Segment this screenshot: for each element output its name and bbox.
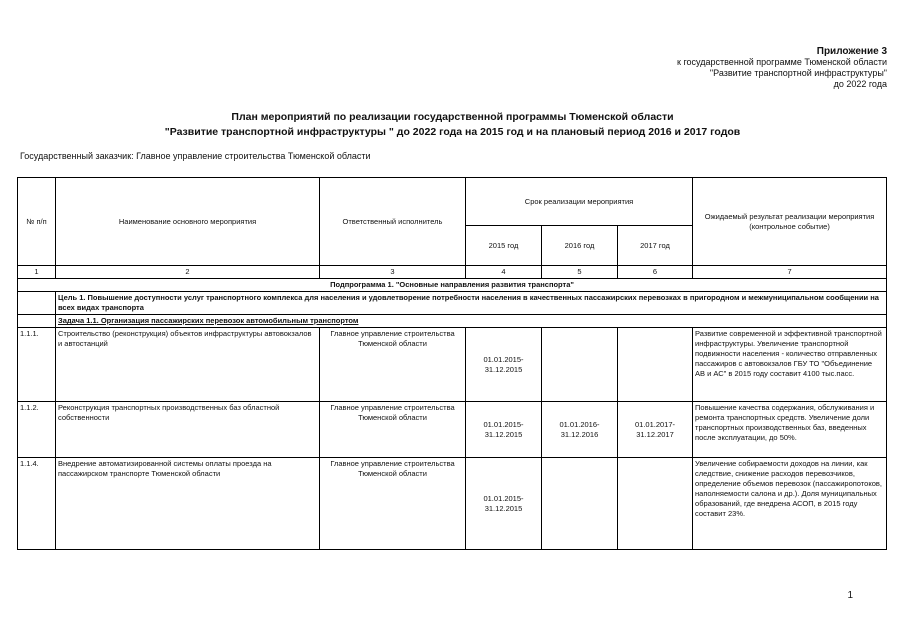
- header-executor: Ответственный исполнитель: [320, 178, 466, 266]
- plan-title-line-2: "Развитие транспортной инфраструктуры " до 2022 года на 2015 год и на плановый период 2016 и 2017 годов: [164, 126, 741, 138]
- row-result: Увеличение собираемости доходов на линии, как следствие, снижение расходов перевозчиков, определение объемов перевозок (пассажиропотоков, наполняемости салона и др.). Доля муниципальных образований, где внедрена АСОП, в 2015 году составит 23%.: [693, 458, 887, 550]
- table-row: [18, 402, 887, 458]
- row-result: Развитие современной и эффективной транспортной инфраструктуры. Увеличение транспортной подвижности населения - количество отправленных пассажиров с автовокзалов ГБУ ТО "Объединение АВ и АС" в 2015 году составит 4100 тыс.пасс.: [693, 328, 887, 402]
- row-num: 1.1.4.: [18, 458, 56, 550]
- task-num-cell: [18, 315, 56, 328]
- header-name: Наименование основного мероприятия: [56, 178, 320, 266]
- col-num-6: 6: [618, 266, 693, 279]
- appendix-title: Приложение 3: [816, 46, 887, 57]
- appendix-block: [677, 46, 887, 90]
- plan-title: [0, 110, 905, 140]
- plan-table: [17, 177, 887, 550]
- header-num: № п/п: [18, 178, 56, 266]
- header-term: Срок реализации мероприятия: [466, 178, 693, 226]
- col-num-4: 4: [466, 266, 542, 279]
- col-num-5: 5: [542, 266, 618, 279]
- header-2015: 2015 год: [466, 226, 542, 266]
- row-result: Повышение качества содержания, обслуживания и ремонта транспортных средств. Увеличение доли транспортных производственных баз, введенных после эксплуатации, до 50%.: [693, 402, 887, 458]
- row-term-2017: [618, 328, 693, 402]
- task-row: [18, 315, 887, 328]
- appendix-line-2: "Развитие транспортной инфраструктуры": [709, 68, 887, 78]
- row-term-2016: [542, 458, 618, 550]
- column-number-row: [18, 266, 887, 279]
- header-2017: 2017 год: [618, 226, 693, 266]
- appendix-line-1: к государственной программе Тюменской области: [677, 57, 887, 67]
- row-term-2015: 01.01.2015-31.12.2015: [466, 458, 542, 550]
- row-name: Реконструкция транспортных производственных баз областной собственности: [56, 402, 320, 458]
- subprogram-heading: Подпрограмма 1. "Основные направления развития транспорта": [18, 279, 887, 292]
- row-name: Строительство (реконструкция) объектов инфраструктуры автовокзалов и автостанций: [56, 328, 320, 402]
- row-executor: Главное управление строительства Тюменской области: [320, 328, 466, 402]
- col-num-1: 1: [18, 266, 56, 279]
- table-row: [18, 328, 887, 402]
- col-num-3: 3: [320, 266, 466, 279]
- row-name: Внедрение автоматизированной системы оплаты проезда на пассажирском транспорте Тюменской области: [56, 458, 320, 550]
- row-term-2015: 01.01.2015-31.12.2015: [466, 402, 542, 458]
- header-row-1: [18, 178, 887, 226]
- row-term-2017: [618, 458, 693, 550]
- row-executor: Главное управление строительства Тюменской области: [320, 458, 466, 550]
- row-num: 1.1.1.: [18, 328, 56, 402]
- row-num: 1.1.2.: [18, 402, 56, 458]
- table-row: [18, 458, 887, 550]
- header-result: Ожидаемый результат реализации мероприятия (контрольное событие): [693, 178, 887, 266]
- subprogram-row: [18, 279, 887, 292]
- row-term-2016: 01.01.2016-31.12.2016: [542, 402, 618, 458]
- state-customer: Государственный заказчик: Главное управление строительства Тюменской области: [20, 151, 371, 161]
- row-executor: Главное управление строительства Тюменской области: [320, 402, 466, 458]
- col-num-7: 7: [693, 266, 887, 279]
- col-num-2: 2: [56, 266, 320, 279]
- goal-row: [18, 292, 887, 315]
- plan-title-line-1: План мероприятий по реализации государственной программы Тюменской области: [231, 111, 674, 123]
- task-text: Задача 1.1. Организация пассажирских перевозок автомобильным транспортом: [56, 315, 887, 328]
- header-2016: 2016 год: [542, 226, 618, 266]
- goal-text: Цель 1. Повышение доступности услуг транспортного комплекса для населения и удовлетворение потребности населения в качественных пассажирских перевозках в пригородном и межмуниципальном сообщении на всех видах транспорта: [56, 292, 887, 315]
- appendix-line-3: до 2022 года: [833, 79, 887, 89]
- page-number: 1: [847, 590, 853, 601]
- row-term-2017: 01.01.2017-31.12.2017: [618, 402, 693, 458]
- row-term-2016: [542, 328, 618, 402]
- goal-num-cell: [18, 292, 56, 315]
- row-term-2015: 01.01.2015-31.12.2015: [466, 328, 542, 402]
